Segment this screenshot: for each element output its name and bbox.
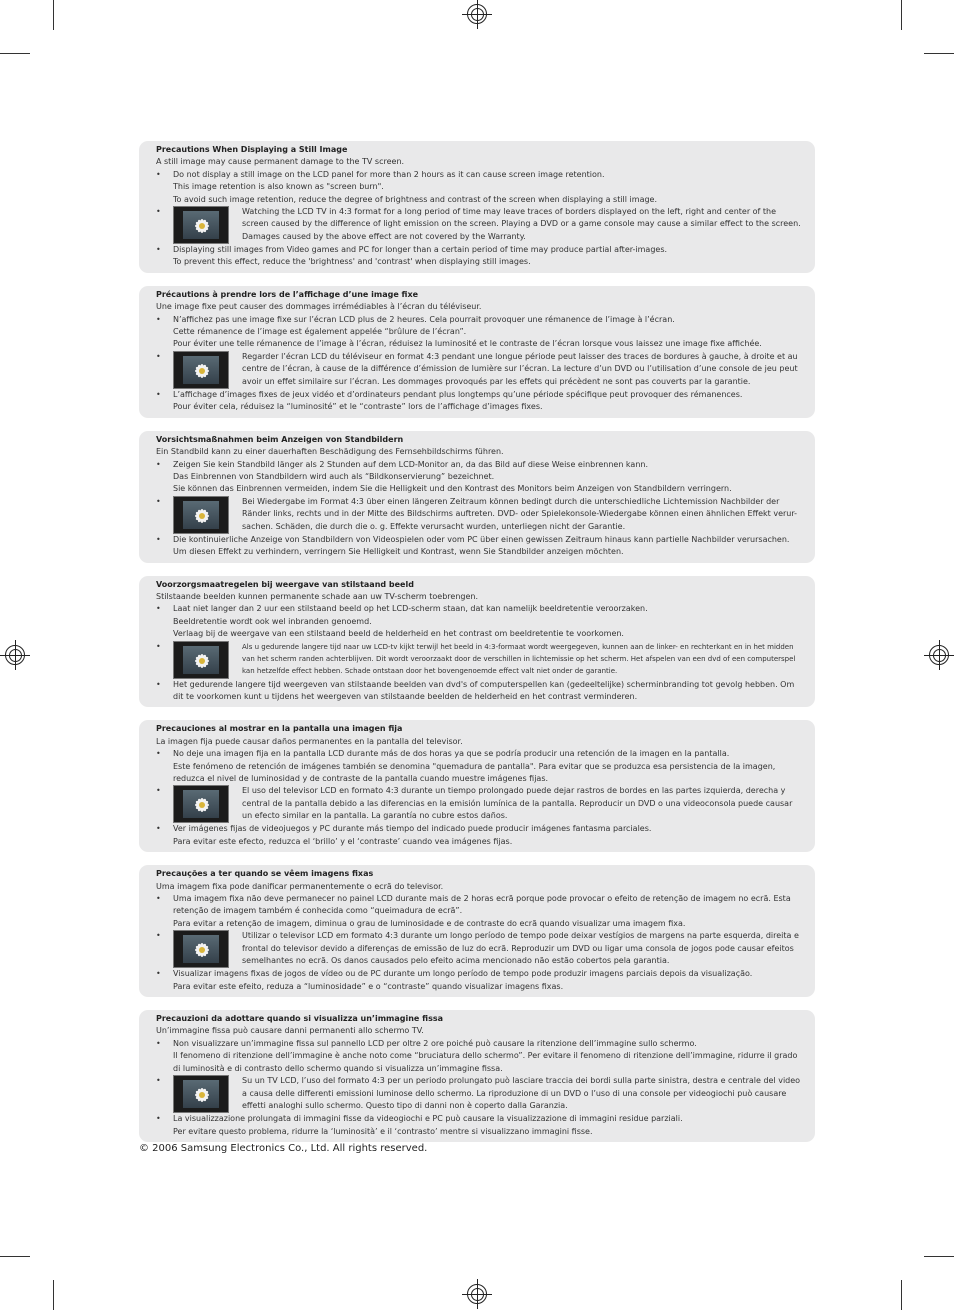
bullet-text: El uso del televisor LCD en formato 4:3 durante un tiempo prolongado puede dejar rastros de bordes en las partes izquierda, derecha y central de la pantalla debido a las diferencias en la emisión lumínica de la pantalla. Reproducir un DVD o una videoconsola puede causar un efecto similar en la pantalla. La garantía no cubre estos daños. <box>242 786 793 821</box>
bullet-text: L’affichage d’images fixes de jeux vidéo et d’ordinateurs pendant plus longtemps qu’une période spécifique peut provoquer des rémanences. <box>173 389 743 399</box>
bullet-item <box>156 338 803 350</box>
bullet-text: Verlaag bij de weergave van een stilstaand beeld de helderheid en het contrast om beeldretentie te voorkomen. <box>173 629 624 639</box>
section-intro: Stilstaande beelden kunnen permanente schade aan uw TV-scherm toebrengen. <box>156 591 479 601</box>
tv-flower-thumbnail-icon <box>173 496 229 534</box>
bullet-item <box>156 314 803 326</box>
bullet: • <box>156 169 161 179</box>
bullet-item <box>156 401 803 413</box>
bullet <box>156 981 173 993</box>
bullet <box>156 483 173 495</box>
bullet-text: Pour éviter une telle rémanence de l’image à l’écran, réduisez la luminosité et le contraste de l’écran lorsque vous laissez une image fixe affichée. <box>173 339 762 349</box>
bullet-text: Non visualizzare un’immagine fissa sul pannello LCD per oltre 2 ore poiché può causare la ritenzione dell’immagine sullo schermo. <box>173 1038 697 1048</box>
bullet-item <box>156 459 803 471</box>
bullet-text: Bei Wiedergabe im Format 4:3 über einen längeren Zeitraum können bedingt durch die unterschiedliche Lichtemission Nachbilder der Ränder links, rechts und in der Mitte des Bildschirms auftreten. DVD- oder Spielekonsole-Wiedergabe können einen ähnlichen Effekt verur-sachen. Schäden, die durch die o. g. Effekte verursacht wurden, unterliegen nicht der Garantie. <box>242 496 798 531</box>
bullet-with-image <box>156 785 803 823</box>
bullet: • <box>156 894 161 904</box>
bullet-text: Utilizar o televisor LCD em formato 4:3 durante um longo período de tempo pode deixar vestígios de margens na parte esquerda, direita e frontal do televisor devido a diferenças de emissão de luz do ecrã. Reproduzir um DVD ou ligar uma consola de jogos pode causar efeitos semelhantes no ecrã. Os danos causados pelo efeito acima mencionado não estão cobertos pela garantia. <box>242 931 799 966</box>
bullet-item <box>156 244 803 256</box>
bullet-text: Para evitar este efeito, reduza a “luminosidade” e o “contraste” quando visualizar imagens fixas. <box>173 981 564 991</box>
precaution-section <box>139 720 815 852</box>
bullet-item <box>156 483 803 495</box>
registration-mark-icon <box>5 645 25 665</box>
bullet-item <box>156 981 803 993</box>
bullet-text: Displaying still images from Video games and PC for longer than a certain period of time may produce partial after-images. <box>173 245 668 255</box>
bullet: • <box>156 749 161 759</box>
crop-mark <box>0 53 30 54</box>
bullet-item <box>156 679 803 704</box>
bullet-text: Il fenomeno di ritenzione dell’immagine è anche noto come “bruciatura dello schermo”. Per evitare il fenomeno di ritenzione dell’immagine, ridurre il grado di luminosità e di contrasto dello schermo quando si visualizza un’immagine fissa. <box>173 1051 798 1073</box>
bullet: • <box>156 604 161 614</box>
bullet: • <box>156 534 161 544</box>
registration-mark-icon <box>467 1284 487 1304</box>
crop-mark <box>924 53 954 54</box>
bullet-text: Das Einbrennen von Standbildern wird auch als “Bildkonservierung” bezeichnet. <box>173 471 495 481</box>
tv-flower-thumbnail-icon <box>173 1075 229 1113</box>
bullet-text: La visualizzazione prolungata di immagini fisse da videogiochi e PC può causare la visualizzazione di immagini residue parziali. <box>173 1114 683 1124</box>
bullet-item <box>156 603 803 615</box>
bullet <box>156 1050 173 1075</box>
bullet-text: Cette rémanence de l’image est également appelée “brûlure de l’écran”. <box>173 327 467 337</box>
crop-mark <box>0 1256 30 1257</box>
bullet <box>156 761 173 786</box>
bullet-item <box>156 1126 803 1138</box>
bullet-text: Pour éviter cela, réduisez la “luminosité” et le “contraste” lors de l’affichage d’images fixes. <box>173 402 543 412</box>
bullet: • <box>156 931 161 941</box>
bullet-text: Die kontinuierliche Anzeige von Standbildern von Videospielen oder vom PC über einen gewissen Zeitraum hinaus kann partielle Nachbilder verursachen. Um diesen Effekt zu verhindern, verringern Sie Helligkeit und Kontrast, wenn Sie Standbilder anzeigen möchten. <box>173 534 790 557</box>
bullet-item <box>156 1038 803 1050</box>
crop-mark <box>924 1256 954 1257</box>
bullet: • <box>156 245 161 255</box>
section-title: Precauzioni da adottare quando si visualizza un’immagine fissa <box>156 1014 443 1024</box>
bullet-item <box>156 628 803 640</box>
bullet-text: Per evitare questo problema, ridurre la ‘luminosità’ e il ‘contrasto’ mentre si visualizzano immagini fisse. <box>173 1126 593 1136</box>
bullet: • <box>156 786 161 796</box>
bullet-text: To prevent this effect, reduce the 'brightness' and 'contrast' when displaying still images. <box>173 257 531 267</box>
bullet-with-image <box>156 1075 803 1113</box>
bullet: • <box>156 496 161 506</box>
bullet-text: Zeigen Sie kein Standbild länger als 2 Stunden auf dem LCD-Monitor an, da das Bild auf diese Weise einbrennen kann. <box>173 459 649 469</box>
precaution-section <box>139 431 815 563</box>
section-intro: La imagen fija puede causar daños permanentes en la pantalla del televisor. <box>156 736 463 746</box>
precaution-section <box>139 1010 815 1142</box>
bullet: • <box>156 459 161 469</box>
bullet-text: Para evitar este efecto, reduzca el ‘brillo’ y el ‘contraste’ cuando vea imágenes fijas. <box>173 836 513 846</box>
bullet-item <box>156 326 803 338</box>
bullet: • <box>156 1076 161 1086</box>
registration-mark-icon <box>467 4 487 24</box>
bullet-with-image <box>156 641 803 679</box>
section-title: Precauciones al mostrar en la pantalla una imagen fija <box>156 724 403 734</box>
bullet-text: Ver imágenes fijas de videojuegos y PC durante más tiempo del indicado puede producir imágenes fantasma parciales. <box>173 824 652 834</box>
bullet <box>156 918 173 930</box>
bullet-item <box>156 169 803 181</box>
bullet: • <box>156 389 161 399</box>
precaution-section <box>139 141 815 273</box>
bullet-text: Este fenómeno de retención de imágenes también se denomina "quemadura de pantalla". Para evitar que se produzca esa persistencia de la imagen, reduzca el nivel de luminosidad y de contraste de la pantalla cuando muestre imágenes fijas. <box>173 761 776 783</box>
bullet-item <box>156 836 803 848</box>
bullet-text: Sie können das Einbrennen vermeiden, indem Sie die Helligkeit und den Kontrast des Monitors beim Anzeigen von Standbildern verringern. <box>173 484 732 494</box>
section-intro: Uma imagem fixa pode danificar permanentemente o ecrã do televisor. <box>156 881 444 891</box>
tv-flower-thumbnail-icon <box>173 641 229 679</box>
section-title: Précautions à prendre lors de l’affichage d’une image fixe <box>156 289 419 299</box>
section-title: Voorzorgsmaatregelen bij weergave van stilstaand beeld <box>156 579 414 589</box>
section-title: Precauções a ter quando se vêem imagens fixas <box>156 869 374 879</box>
bullet-text: N’affichez pas une image fixe sur l’écran LCD plus de 2 heures. Cela pourrait provoquer une rémanence de l’image à l’écran. <box>173 314 675 324</box>
bullet-text: Regarder l’écran LCD du téléviseur en format 4:3 pendant une longue période peut laisser des traces de bordures à gauche, à droite et au centre de l’écran, à cause de la différence d’émission de lumière sur l’écran. La lecture d’un DVD ou l’utilisation d’une console de jeu peut avoir un effet similaire sur l’écran. Les dommages provoqués par les effets qui précèdent ne sont pas couverts par la garantie. <box>242 351 798 386</box>
section-intro: Un’immagine fissa può causare danni permanenti allo schermo TV. <box>156 1026 424 1036</box>
bullet-text: Uma imagem fixa não deve permanecer no painel LCD durante mais de 2 horas ecrã porque pode provocar o efeito de retenção de imagem no ecrã. Esta retenção de imagem também é conhecida como “queimadura de ecrã”. <box>173 894 791 916</box>
bullet-item <box>156 471 803 483</box>
tv-flower-thumbnail-icon <box>173 351 229 389</box>
bullet-with-image <box>156 206 803 244</box>
bullet-item <box>156 748 803 760</box>
precaution-sections <box>139 141 815 1155</box>
bullet <box>156 628 173 640</box>
crop-mark <box>53 1280 54 1310</box>
bullet-item <box>156 256 803 268</box>
tv-flower-thumbnail-icon <box>173 785 229 823</box>
bullet: • <box>156 1114 161 1124</box>
bullet-item <box>156 616 803 628</box>
bullet <box>156 326 173 338</box>
crop-mark <box>53 0 54 30</box>
bullet-item <box>156 534 803 559</box>
bullet <box>156 194 173 206</box>
bullet-item <box>156 181 803 193</box>
bullet <box>156 181 173 193</box>
bullet-text: Su un TV LCD, l’uso del formato 4:3 per un periodo prolungato può lasciare traccia dei bordi sulla parte sinistra, destra e centrale del video a causa delle differenti emissioni luminose dello schermo. La riproduzione di un DVD o l’uso di una console per videogiochi può causare effetti analoghi sullo schermo. Questo tipo di danni non è coperto dalla Garanzia. <box>242 1076 801 1110</box>
bullet-text: Do not display a still image on the LCD panel for more than 2 hours as it can cause screen image retention. <box>173 169 605 179</box>
bullet-text: Beeldretentie wordt ook wel inbranden genoemd. <box>173 616 372 626</box>
bullet: • <box>156 351 161 361</box>
precaution-section <box>139 865 815 997</box>
crop-mark <box>901 0 902 30</box>
bullet-text: Watching the LCD TV in 4:3 format for a long period of time may leave traces of borders displayed on the left, right and center of the screen caused by the difference of light emission on the screen. Playing a DVD or a game console may cause a similar effect to the screen. Damages caused by the above effect are not covered by the Warranty. <box>242 207 801 241</box>
bullet: • <box>156 641 161 651</box>
bullet-with-image <box>156 496 803 534</box>
bullet-item <box>156 194 803 206</box>
bullet-item <box>156 1113 803 1125</box>
bullet-with-image <box>156 351 803 389</box>
bullet-item <box>156 968 803 980</box>
bullet-text: To avoid such image retention, reduce the degree of brightness and contrast of the screen when displaying a still image. <box>173 194 658 204</box>
crop-mark <box>901 1280 902 1310</box>
section-intro: A still image may cause permanent damage to the TV screen. <box>156 157 405 167</box>
precaution-section <box>139 576 815 708</box>
bullet-text: Visualizar imagens fixas de jogos de vídeo ou de PC durante um longo período de tempo pode produzir imagens parciais depois da visualização. <box>173 969 753 979</box>
precaution-section <box>139 286 815 418</box>
bullet-item <box>156 1050 803 1075</box>
bullet <box>156 616 173 628</box>
tv-flower-thumbnail-icon <box>173 206 229 244</box>
section-title: Vorsichtsmaßnahmen beim Anzeigen von Standbildern <box>156 434 404 444</box>
section-intro: Une image fixe peut causer des dommages irrémédiables à l’écran du téléviseur. <box>156 302 482 312</box>
bullet-item <box>156 761 803 786</box>
section-title: Precautions When Displaying a Still Image <box>156 145 348 154</box>
bullet-text: Het gedurende langere tijd weergeven van stilstaande beelden van dvd's of computerspellen kan (gedeeltelijke) scherminbranding tot gevolg hebben. Om dit te voorkomen kunt u tijdens het weergeven van stilstaande beelden de helderheid en het contrast verminderen. <box>173 679 795 701</box>
bullet-text: Laat niet langer dan 2 uur een stilstaand beeld op het LCD-scherm staan, dat kan namelijk beeldretentie veroorzaken. <box>173 604 648 614</box>
bullet: • <box>156 207 161 217</box>
bullet <box>156 401 173 413</box>
bullet-text: Als u gedurende langere tijd naar uw LCD-tv kijkt terwijl het beeld in 4:3-formaat wordt weergegeven, kunnen aan de linker- en rechterkant en in het midden van het scherm randen achterblijven. Dit wordt veroorzaakt door de verschillen in lichtemissie op het scherm. Het afspelen van een dvd of een computerspel kan hetzelfde effect hebben. Schade ontstaan door het bovengenoemde effect valt niet onder de garantie. <box>242 642 796 676</box>
bullet-item <box>156 823 803 835</box>
bullet <box>156 256 173 268</box>
bullet: • <box>156 679 161 689</box>
bullet-item <box>156 893 803 918</box>
bullet <box>156 471 173 483</box>
bullet <box>156 836 173 848</box>
bullet: • <box>156 314 161 324</box>
section-intro: Ein Standbild kann zu einer dauerhaften Beschädigung des Fernsehbildschirms führen. <box>156 447 504 457</box>
bullet <box>156 1126 173 1138</box>
tv-flower-thumbnail-icon <box>173 930 229 968</box>
bullet-text: This image retention is also known as "screen burn". <box>173 182 384 192</box>
bullet: • <box>156 824 161 834</box>
bullet: • <box>156 969 161 979</box>
copyright-notice: © 2006 Samsung Electronics Co., Ltd. All rights reserved. <box>139 1143 428 1154</box>
bullet-item <box>156 918 803 930</box>
bullet: • <box>156 1038 161 1048</box>
bullet-item <box>156 389 803 401</box>
bullet-with-image <box>156 930 803 968</box>
registration-mark-icon <box>929 645 949 665</box>
bullet-text: No deje una imagen fija en la pantalla LCD durante más de dos horas ya que se podría producir una retención de la imagen en la pantalla. <box>173 749 730 759</box>
bullet <box>156 338 173 350</box>
bullet-text: Para evitar a retenção de imagem, diminua o grau de luminosidade e de contraste do ecrã quando visualizar uma imagem fixa. <box>173 918 686 928</box>
